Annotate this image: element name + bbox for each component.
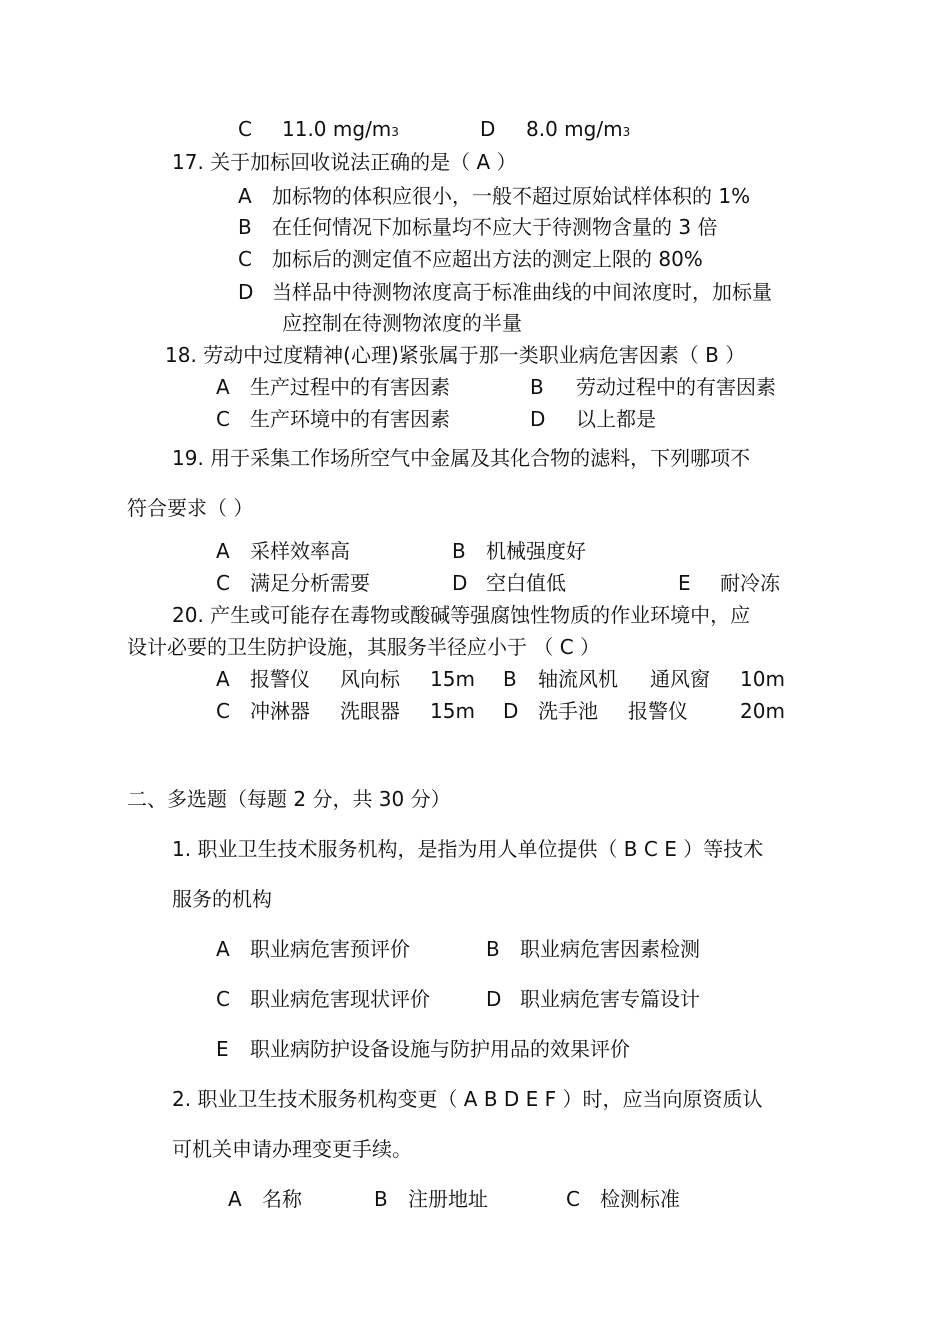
q17-option-c-text: 加标后的测定值不应超出方法的测定上限的 80% [272,247,703,271]
m2-stem-continuation: 可机关申请办理变更手续。 [172,1137,412,1161]
q18-option-b-text: 劳动过程中的有害因素 [576,375,776,399]
q18-option-c-letter: C [216,407,230,431]
q17-option-b-text: 在任何情况下加标量均不应大于待测物含量的 3 倍 [272,215,718,239]
m1-option-a-letter: A [216,937,230,961]
m2-option-c-text: 检测标准 [600,1187,680,1211]
q18-stem: 18. 劳动中过度精神(心理)紧张属于那一类职业病危害因素（ B ） [165,343,746,367]
q20-option-d-letter: D [503,699,519,723]
q19-option-c-text: 满足分析需要 [250,571,370,595]
q17-option-a-text: 加标物的体积应很小，一般不超过原始试样体积的 1% [272,184,751,208]
q20-option-a-letter: A [216,667,230,691]
q20-option-b-letter: B [503,667,517,691]
q19-option-b-text: 机械强度好 [486,539,586,563]
m1-option-e-text: 职业病防护设备设施与防护用品的效果评价 [250,1037,630,1061]
q20-option-b-facility-2: 通风窗 [650,667,710,691]
q18-option-a-letter: A [216,375,230,399]
q19-option-b-letter: B [452,539,466,563]
q19-option-a-text: 采样效率高 [250,539,350,563]
q19-option-e-text: 耐冷冻 [720,571,780,595]
q19-stem: 19. 用于采集工作场所空气中金属及其化合物的滤料，下列哪项不 [172,446,751,470]
q17-option-b-letter: B [238,215,252,239]
q18-option-b-letter: B [530,375,544,399]
q19-option-d-letter: D [452,571,468,595]
q20-option-c-letter: C [216,699,230,723]
q16-option-d-text: 8.0 mg/m3 [526,117,631,141]
q18-option-c-text: 生产环境中的有害因素 [250,407,450,431]
m1-stem-continuation: 服务的机构 [172,887,272,911]
m1-option-c-text: 职业病危害现状评价 [250,987,430,1011]
m2-option-a-text: 名称 [262,1187,302,1211]
q20-option-d-facility-2: 报警仪 [628,699,688,723]
q17-option-d-letter: D [238,280,254,304]
q20-option-c-facility-2: 洗眼器 [340,699,400,723]
q20-option-c-facility-1: 冲淋器 [250,699,310,723]
q16-option-c-text: 11.0 mg/m3 [282,117,399,141]
q20-option-c-radius: 15m [430,699,475,723]
q18-option-d-text: 以上都是 [576,407,656,431]
q20-stem-continuation: 设计必要的卫生防护设施，其服务半径应小于 （ C ） [127,635,601,659]
q19-option-d-text: 空白值低 [486,571,566,595]
q19-stem-continuation: 符合要求（ ） [127,496,254,520]
m2-option-b-text: 注册地址 [408,1187,488,1211]
m1-option-d-letter: D [486,987,502,1011]
q19-option-e-letter: E [678,571,691,595]
q18-option-d-letter: D [530,407,546,431]
q16-option-c-letter: C [238,117,252,141]
m1-stem: 1. 职业卫生技术服务机构，是指为用人单位提供（ B C E ）等技术 [172,837,764,861]
q20-option-d-facility-1: 洗手池 [538,699,598,723]
section-heading: 二、多选题（每题 2 分，共 30 分） [127,787,451,811]
q20-option-b-radius: 10m [740,667,785,691]
q17-option-d-text: 当样品中待测物浓度高于标准曲线的中间浓度时，加标量 [272,280,772,304]
m2-stem: 2. 职业卫生技术服务机构变更（ A B D E F ）时，应当向原资质认 [172,1087,763,1111]
m1-option-c-letter: C [216,987,230,1011]
m1-option-b-text: 职业病危害因素检测 [520,937,700,961]
q16-option-d-unit: 3 [622,125,631,139]
q20-option-a-facility-1: 报警仪 [250,667,310,691]
q17-option-d-continuation: 应控制在待测物浓度的半量 [282,311,522,335]
q19-option-c-letter: C [216,571,230,595]
m1-option-a-text: 职业病危害预评价 [250,937,410,961]
m1-option-e-letter: E [216,1037,229,1061]
m2-option-c-letter: C [566,1187,580,1211]
q20-option-d-radius: 20m [740,699,785,723]
q17-stem: 17. 关于加标回收说法正确的是（ A ） [172,150,517,174]
q16-option-d-letter: D [480,117,496,141]
m1-option-b-letter: B [486,937,500,961]
q17-option-a-letter: A [238,184,252,208]
m2-option-b-letter: B [374,1187,388,1211]
q18-option-a-text: 生产过程中的有害因素 [250,375,450,399]
q17-option-c-letter: C [238,247,252,271]
q20-option-a-radius: 15m [430,667,475,691]
q20-option-a-facility-2: 风向标 [340,667,400,691]
m1-option-d-text: 职业病危害专篇设计 [520,987,700,1011]
q16-option-c-unit: 3 [391,125,399,139]
m2-option-a-letter: A [228,1187,242,1211]
q20-stem: 20. 产生或可能存在毒物或酸碱等强腐蚀性物质的作业环境中，应 [172,603,751,627]
q20-option-b-facility-1: 轴流风机 [538,667,618,691]
q19-option-a-letter: A [216,539,230,563]
